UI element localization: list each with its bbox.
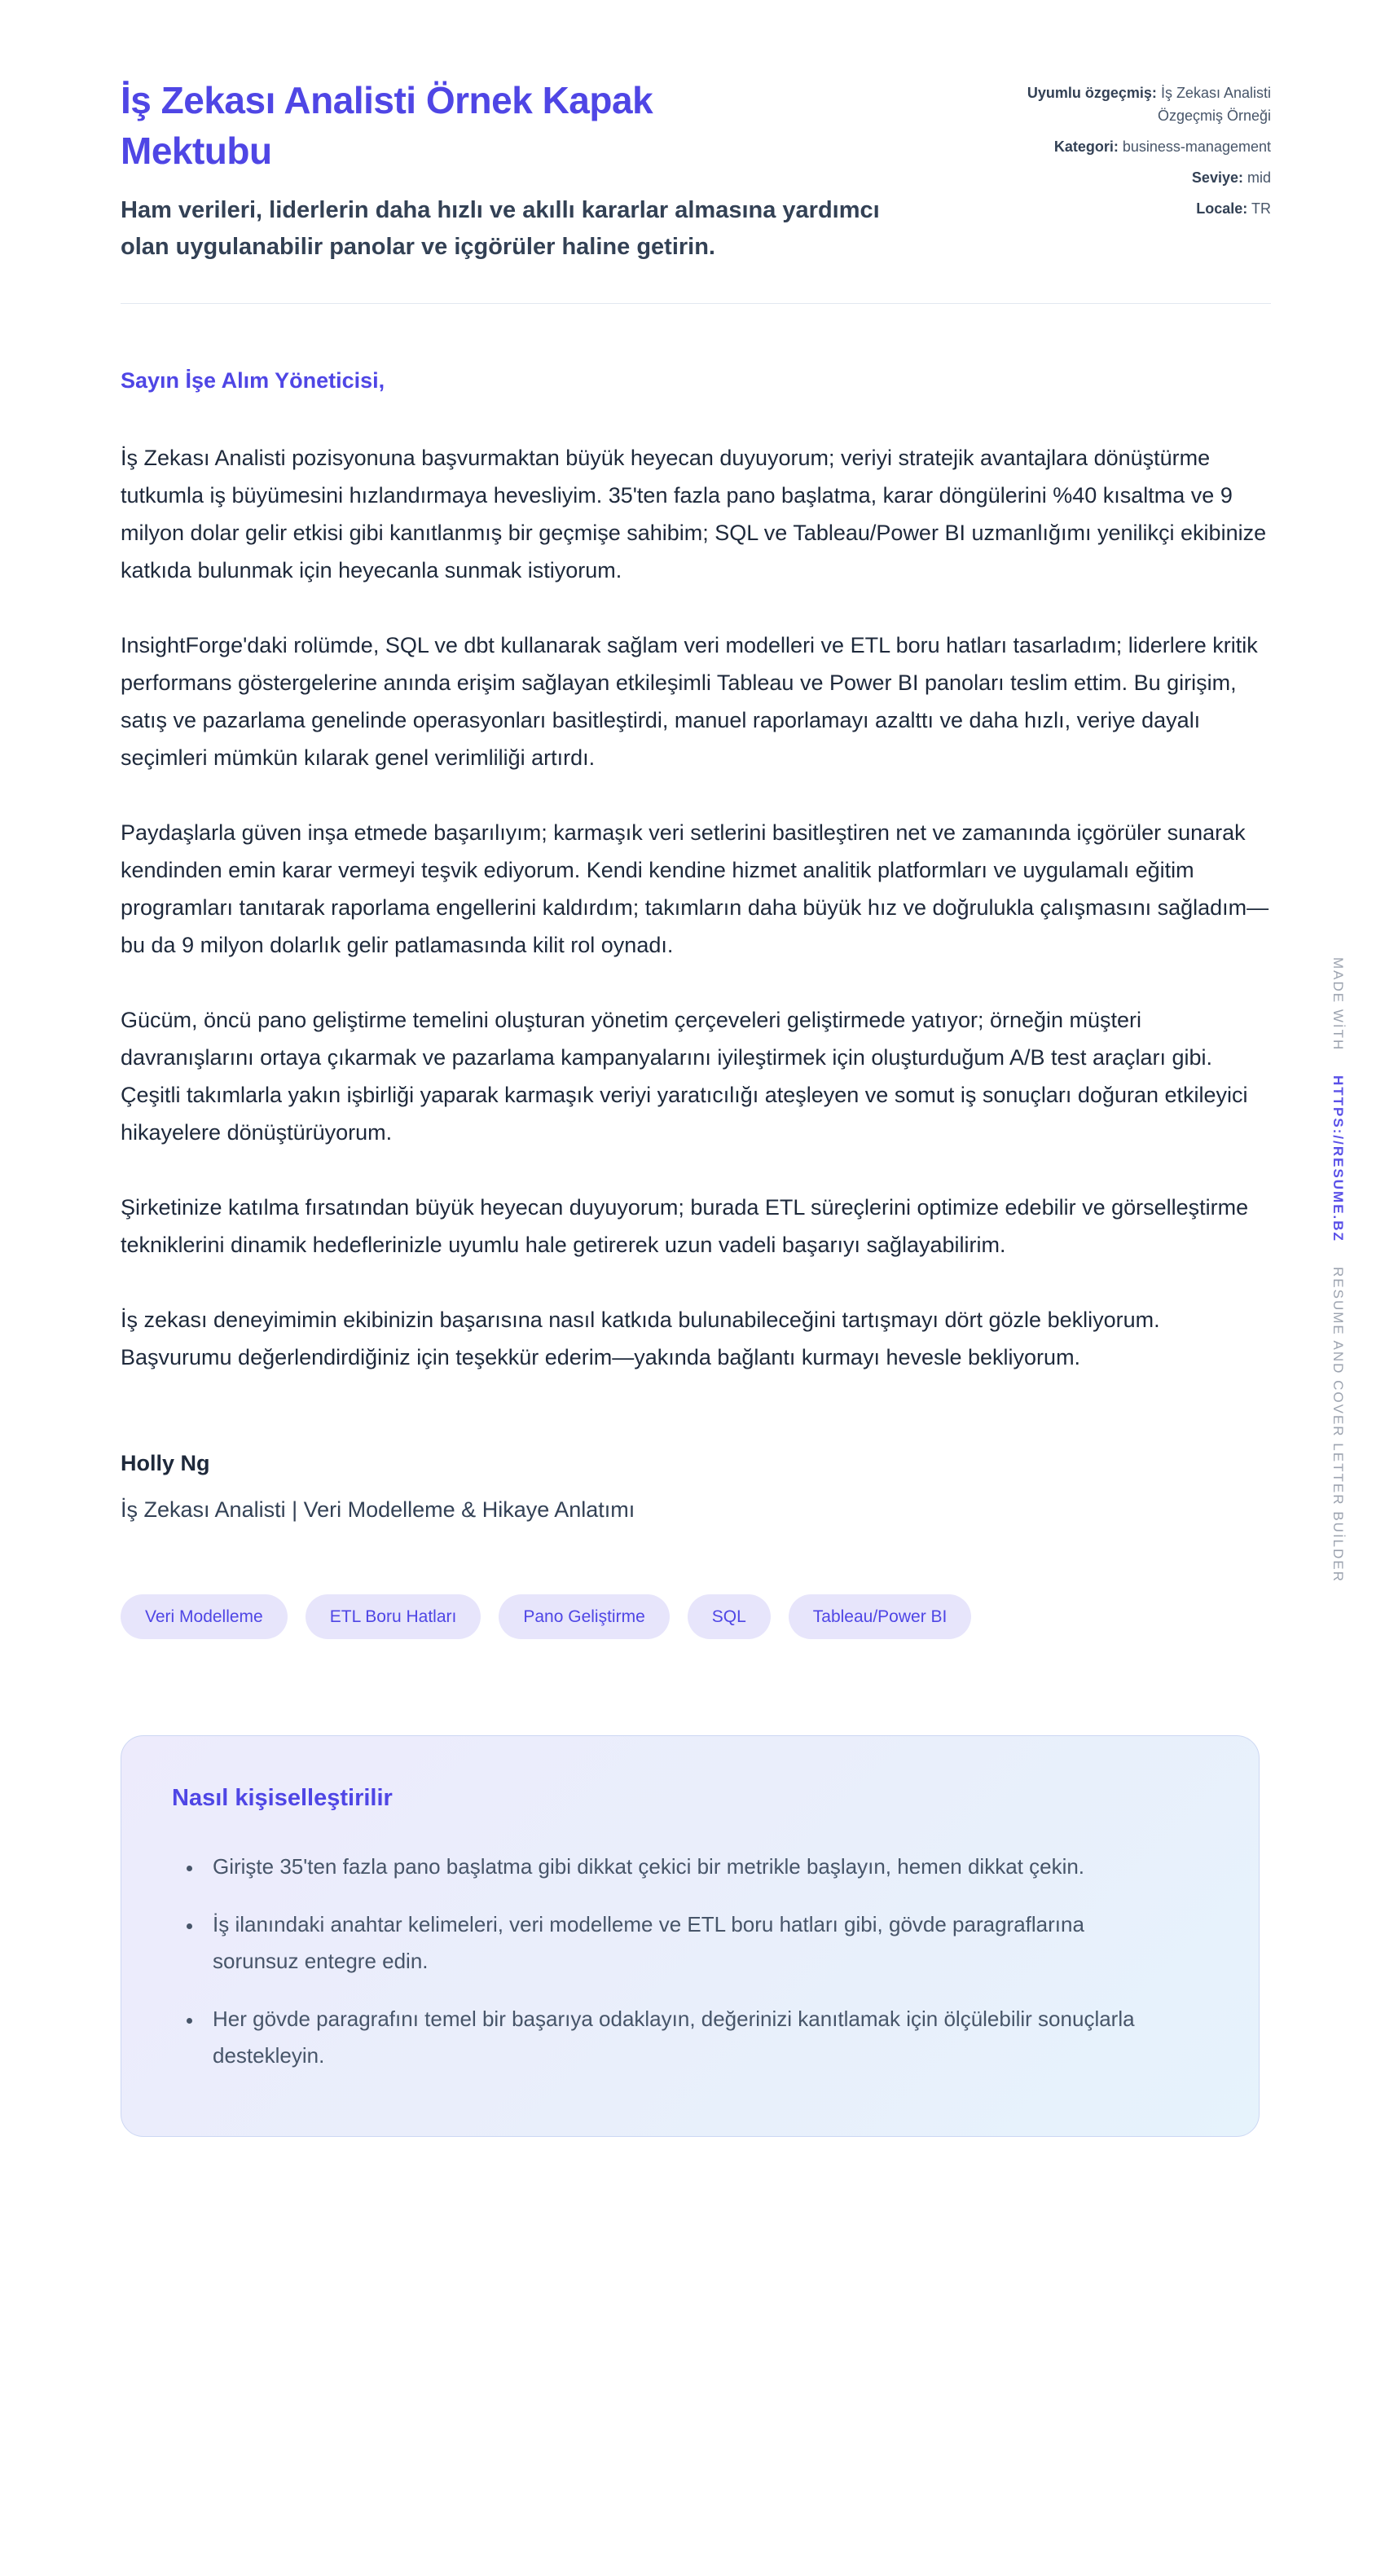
skill-tag: SQL (688, 1594, 771, 1639)
watermark (1330, 957, 1346, 1583)
skill-tag: Veri Modelleme (121, 1594, 288, 1639)
meta-panel (1027, 75, 1271, 228)
meta-category (1027, 135, 1271, 158)
signature-name: Holly Ng (121, 1451, 210, 1475)
skill-tag: ETL Boru Hatları (306, 1594, 481, 1639)
meta-label: Locale: (1196, 200, 1248, 217)
meta-locale (1027, 197, 1271, 220)
tip-item: • Girişte 35'ten fazla pano başlatma gibi dikkat çekici bir metrikle başlayın, hemen dikkat çekin. (203, 1848, 1172, 1885)
page-title: İş Zekası Analisti Örnek Kapak Mektubu (121, 79, 653, 172)
personalization-tips-card (121, 1735, 1260, 2137)
tip-item: • İş ilanındaki anahtar kelimeleri, veri modelleme ve ETL boru hatları gibi, gövde paragraflarına sorunsuz entegre edin. (203, 1906, 1172, 1980)
letter-paragraph-4: Gücüm, öncü pano geliştirme temelini oluşturan yönetim çerçeveleri geliştirmede yatıyor; örneğin müşteri davranışlarını ortaya çıkarmak ve pazarlama kampanyalarını iyileştirmek için oluşturduğum A/B test araçları gibi. Çeşitli takımlarla yakın işbirliği yaparak karmaşık veriyi yaratıcılığı ateşleyen ve somut iş sonuçları doğuran etkileyici hikayelere dönüştürüyorum. (121, 1008, 1248, 1145)
divider (121, 303, 1271, 304)
letter-paragraph-3: Paydaşlarla güven inşa etmede başarılıyım; karmaşık veri setlerini basitleştiren net ve zamanında içgörüler sunarak kendinden emin karar vermeyi teşvik ediyorum. Kendi kendine hizmet analitik platformları ve uygulamalı eğitim programları tanıtarak raporlama engellerini kaldırdım; takımların daha büyük hız ve doğrulukla çalışmasını sağladım—bu da 9 milyon dolarlık gelir patlamasında kilit rol oynadı. (121, 820, 1269, 957)
meta-label: Kategori: (1053, 138, 1119, 155)
watermark-suffix: RESUME AND COVER LETTER BUİLDER (1330, 1267, 1346, 1584)
watermark-prefix: MADE WİTH (1330, 957, 1346, 1052)
meta-label: Uyumlu özgeçmiş: (1027, 85, 1157, 101)
skill-tag: Pano Geliştirme (499, 1594, 669, 1639)
letter-paragraph-1: İş Zekası Analisti pozisyonuna başvurmaktan büyük heyecan duyuyorum; veriyi stratejik avantajlara dönüştürme tutkumla iş büyümesini hızlandırmaya hevesliyim. 35'ten fazla pano başlatma, karar döngülerini %40 kısaltma ve 9 milyon dolar gelir etkisi gibi kanıtlanmış bir geçmişe sahibim; SQL ve Tableau/Power BI uzmanlığımı yenilikçi ekibinize katkıda bulunmak için heyecanla sunmak istiyorum. (121, 446, 1267, 582)
letter-greeting: Sayın İşe Alım Yöneticisi, (121, 368, 385, 393)
meta-value: İş Zekası Analisti Özgeçmiş Örneği (1157, 85, 1271, 124)
meta-label: Seviye: (1191, 169, 1243, 186)
title-block (121, 75, 895, 266)
meta-level (1027, 166, 1271, 189)
resume-bz-link[interactable]: HTTPS://RESUME.BZ (1330, 1075, 1346, 1243)
meta-matching-resume (1027, 81, 1271, 127)
letter-paragraph-5: Şirketinize katılma fırsatından büyük heyecan duyuyorum; burada ETL süreçlerini optimize edebilir ve görselleştirme tekniklerini dinamik hedeflerinizle uyumlu hale getirerek uzun vadeli başarıyı sağlayabilirim. (121, 1195, 1249, 1257)
skill-tag: Tableau/Power BI (789, 1594, 972, 1639)
letter-paragraph-2: InsightForge'daki rolümde, SQL ve dbt kullanarak sağlam veri modelleri ve ETL boru hatları tasarladım; liderlere kritik performans göstergelerine anında erişim sağlayan etkileşimli Tableau ve Power BI panoları teslim ettim. Bu girişim, satış ve pazarlama genelinde operasyonları basitleştirdi, manuel raporlamayı azalttı ve daha hızlı, veriye dayalı seçimleri mümkün kılarak genel verimliliği artırdı. (121, 633, 1258, 770)
tips-heading: Nasıl kişiselleştirilir (172, 1785, 393, 1811)
letter-body (121, 364, 1271, 1523)
tips-list (172, 1848, 1208, 2074)
meta-value: business-management (1122, 138, 1271, 155)
page-header (121, 75, 1271, 266)
skill-tag-list (121, 1594, 1271, 1639)
letter-paragraph-6: İş zekası deneyimimin ekibinizin başarısına nasıl katkıda bulunabileceğini tartışmayı dört gözle bekliyorum. Başvurumu değerlendirdiğiniz için teşekkür ederim—yakında bağlantı kurmayı hevesle bekliyorum. (121, 1308, 1160, 1369)
meta-value: TR (1251, 200, 1271, 217)
tip-item: • Her gövde paragrafını temel bir başarıya odaklayın, değerinizi kanıtlamak için ölçülebilir sonuçlarla destekleyin. (203, 2001, 1172, 2074)
signature-role: İş Zekası Analisti | Veri Modelleme & Hikaye Anlatımı (121, 1497, 635, 1522)
meta-value: mid (1246, 169, 1271, 186)
page-subtitle: Ham verileri, liderlerin daha hızlı ve akıllı kararlar almasına yardımcı olan uygulanabilir panolar ve içgörüler haline getirin. (121, 197, 880, 260)
